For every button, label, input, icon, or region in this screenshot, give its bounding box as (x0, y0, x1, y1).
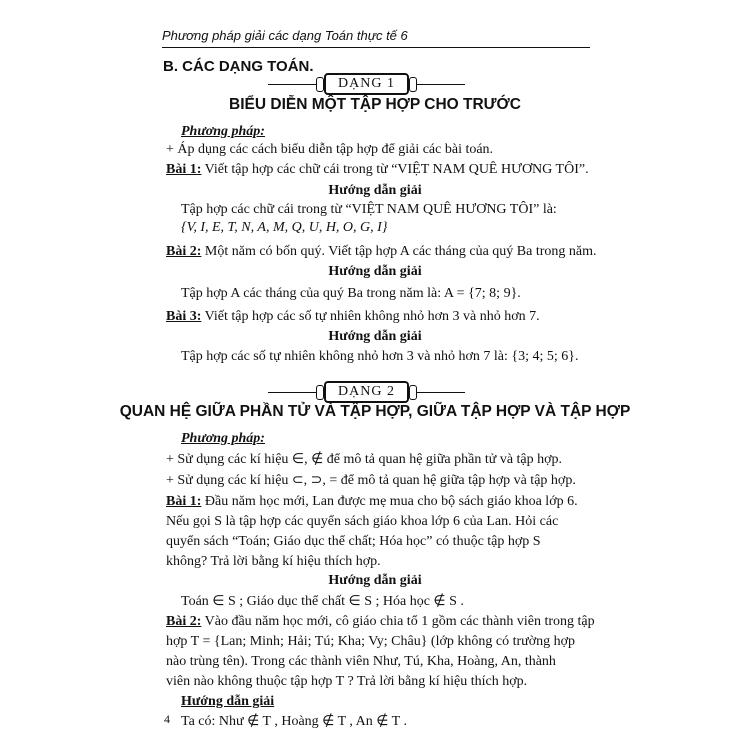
badge-cap-left (316, 385, 324, 400)
badge-rule-left (268, 392, 316, 393)
dang2-bai2-solution: Ta có: Như ∉ T , Hoàng ∉ T , An ∉ T . (181, 714, 407, 729)
dang1-bai2-label: Bài 2: (166, 244, 202, 259)
dang1-bai2 (166, 244, 597, 260)
badge-cap-left (316, 77, 324, 92)
dang2-bai2-line-4: viên nào không thuộc tập hợp T ? Trả lời bằng kí hiệu thích hợp. (166, 674, 528, 689)
dang2-bai1-solution-label: Hướng dẫn giải (328, 573, 422, 588)
dang2-bai2-text-1: Vào đầu năm học mới, cô giáo chia tổ 1 gồm các thành viên trong tập (201, 614, 595, 629)
section-title: B. CÁC DẠNG TOÁN. (163, 58, 314, 75)
badge-cap-right (409, 77, 417, 92)
badge-rule-left (268, 84, 316, 85)
dang1-bai2-solution-label: Hướng dẫn giải (328, 264, 422, 279)
dang2-bai1-line-2: Nếu gọi S là tập hợp các quyển sách giáo khoa lớp 6 của Lan. Hỏi các (166, 514, 559, 529)
dang1-bullet-1: + Áp dụng các cách biểu diễn tập hợp để giải các bài toán. (166, 142, 494, 157)
badge-rule-right (417, 84, 465, 85)
dang2-bai1-solution: Toán ∈ S ; Giáo dục thể chất ∈ S ; Hóa học ∉ S . (181, 594, 464, 609)
dang2-title: QUAN HỆ GIỮA PHẦN TỬ VÀ TẬP HỢP, GIỮA TẬP HỢP VÀ TẬP HỢP (119, 403, 631, 420)
dang1-bai3-label: Bài 3: (166, 309, 202, 324)
dang2-badge: DẠNG 2 (324, 381, 409, 403)
dang1-bai1-text: Viết tập hợp các chữ cái trong từ “VIỆT NAM QUÊ HƯƠNG TÔI”. (201, 162, 589, 177)
dang1-bai3-solution: Tập hợp các số tự nhiên không nhỏ hơn 3 và nhỏ hơn 7 là: {3; 4; 5; 6}. (181, 349, 579, 364)
page-number: 4 (164, 712, 170, 726)
dang2-bai2-line-2: hợp T = {Lan; Minh; Hải; Tú; Kha; Vy; Châu} (lớp không có trường hợp (166, 634, 576, 649)
dang1-badge-group (268, 73, 465, 95)
dang1-bai3 (166, 309, 540, 325)
dang2-bai1-label: Bài 1: (166, 494, 202, 509)
dang2-bai2-line-3: nào trùng tên). Trong các thành viên Như, Tú, Kha, Hoàng, An, thành (166, 654, 556, 669)
dang1-bai1-solution-2: {V, I, E, T, N, A, M, Q, U, H, O, G, I} (181, 220, 388, 235)
dang1-bai3-text: Viết tập hợp các số tự nhiên không nhỏ hơn 3 và nhỏ hơn 7. (201, 309, 540, 324)
dang2-bai1-text-1: Đầu năm học mới, Lan được mẹ mua cho bộ sách giáo khoa lớp 6. (201, 494, 578, 509)
dang2-bai1-line-3: quyển sách “Toán; Giáo dục thể chất; Hóa học” có thuộc tập hợp S (166, 534, 541, 549)
dang1-bai1-solution-1: Tập hợp các chữ cái trong từ “VIỆT NAM QUÊ HƯƠNG TÔI” là: (181, 202, 557, 217)
dang1-bai1-solution-label: Hướng dẫn giải (328, 183, 422, 198)
dang2-badge-group (268, 381, 465, 403)
dang1-bai2-text: Một năm có bốn quý. Viết tập hợp A các tháng của quý Ba trong năm. (201, 244, 597, 259)
header-rule (162, 47, 590, 48)
dang2-bai2-solution-label: Hướng dẫn giải (181, 694, 275, 709)
dang2-bai1-line-1 (166, 494, 578, 510)
dang1-bai1 (166, 162, 589, 178)
dang1-bai3-solution-label: Hướng dẫn giải (328, 329, 422, 344)
badge-rule-right (417, 392, 465, 393)
dang2-bullet-2: + Sử dụng các kí hiệu ⊂, ⊃, = để mô tả quan hệ giữa tập hợp và tập hợp. (166, 473, 576, 488)
dang2-bai2-line-1 (166, 614, 595, 630)
dang1-bai1-label: Bài 1: (166, 162, 202, 177)
dang2-bullet-1: + Sử dụng các kí hiệu ∈, ∉ để mô tả quan hệ giữa phần tử và tập hợp. (166, 452, 563, 467)
dang2-method-label: Phương pháp: (181, 431, 265, 446)
dang1-title: BIỂU DIỄN MỘT TẬP HỢP CHO TRƯỚC (229, 96, 521, 113)
dang2-bai2-label: Bài 2: (166, 614, 202, 629)
badge-cap-right (409, 385, 417, 400)
dang1-bai2-solution: Tập hợp A các tháng của quý Ba trong năm là: A = {7; 8; 9}. (181, 286, 521, 301)
running-header: Phương pháp giải các dạng Toán thực tế 6 (162, 28, 408, 43)
dang2-bai1-line-4: không? Trả lời bằng kí hiệu thích hợp. (166, 554, 381, 569)
dang1-badge: DẠNG 1 (324, 73, 409, 95)
dang1-method-label: Phương pháp: (181, 124, 265, 139)
